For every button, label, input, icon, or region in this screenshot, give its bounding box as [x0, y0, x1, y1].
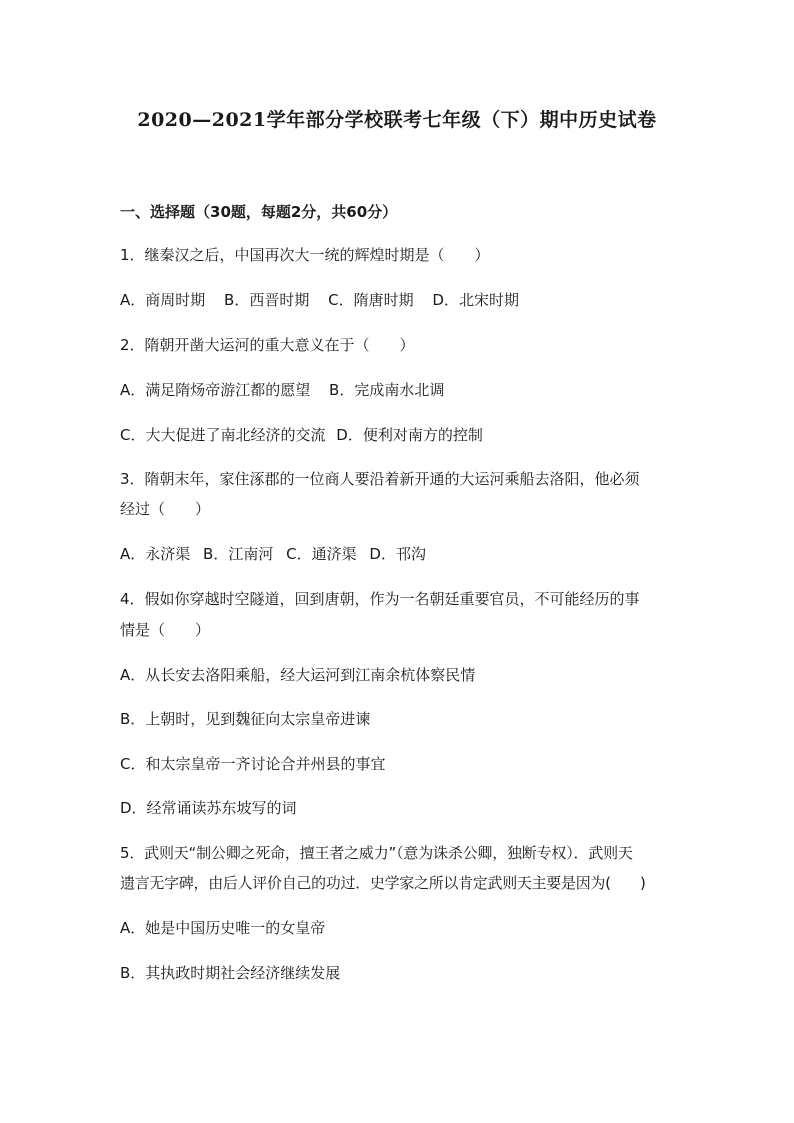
q3-option-c: C．通济渠 — [286, 545, 357, 563]
q3-options — [120, 544, 426, 564]
q2-option-d: D．便利对南方的控制 — [336, 426, 483, 444]
q3-option-a: A．永济渠 — [120, 545, 191, 563]
q5-option-a: A．她是中国历史唯一的女皇帝 — [120, 919, 326, 937]
q2-stem: 2．隋朝开凿大运河的重大意义在于（ ） — [120, 336, 415, 354]
q4-stem-line1: 4．假如你穿越时空隧道，回到唐朝，作为一名朝廷重要官员，不可能经历的事 — [120, 590, 640, 608]
q2-options-row2 — [120, 425, 483, 445]
q4-option-c: C．和太宗皇帝一齐讨论合并州县的事宜 — [120, 755, 386, 773]
q1-stem: 1．继秦汉之后，中国再次大一统的辉煌时期是（ ） — [120, 246, 490, 264]
q5-option-b: B．其执政时期社会经济继续发展 — [120, 964, 341, 982]
q2-option-a: A．满足隋炀帝游江都的愿望 — [120, 381, 311, 399]
q1-option-d: D．北宋时期 — [432, 291, 519, 309]
q5-stem-line1: 5．武则天“制公卿之死命，擅王者之威力”（意为诛杀公卿，独断专权）．武则天 — [120, 844, 633, 862]
q2-option-c: C．大大促进了南北经济的交流 — [120, 426, 326, 444]
q3-stem-line1: 3．隋朝末年，家住涿郡的一位商人要沿着新开通的大运河乘船去洛阳，他必须 — [120, 470, 640, 488]
q3-option-b: B．江南河 — [203, 545, 274, 563]
q4-stem-line2: 情是（ ） — [120, 621, 211, 639]
q1-option-b: B．西晋时期 — [224, 291, 310, 309]
q1-option-c: C．隋唐时期 — [328, 291, 414, 309]
q1-options — [120, 290, 519, 310]
q5-stem-line2: 遗言无字碑，由后人评价自己的功过．史学家之所以肯定武则天主要是因为( ) — [120, 874, 646, 892]
section-heading: 一、选择题（30题，每题2分，共60分） — [120, 203, 398, 221]
q3-stem-line2: 经过（ ） — [120, 500, 211, 518]
q2-options-row1 — [120, 380, 444, 400]
q4-option-d: D．经常诵读苏东坡写的词 — [120, 799, 297, 817]
q2-option-b: B．完成南水北调 — [329, 381, 445, 399]
q1-option-a: A．商周时期 — [120, 291, 206, 309]
q4-option-b: B．上朝时，见到魏征向太宗皇帝进谏 — [120, 710, 371, 728]
q4-option-a: A．从长安去洛阳乘船，经大运河到江南余杭体察民情 — [120, 666, 476, 684]
exam-title: 2020—2021学年部分学校联考七年级（下）期中历史试卷 — [137, 109, 657, 131]
q3-option-d: D．邗沟 — [369, 545, 426, 563]
